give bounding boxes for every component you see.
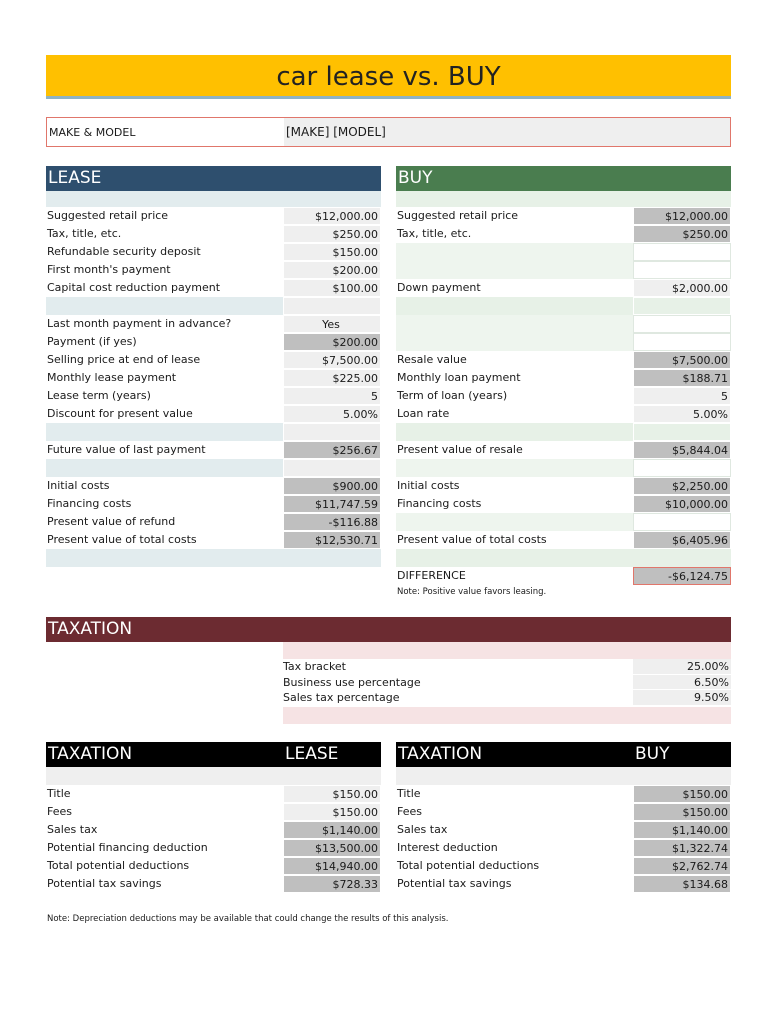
lease-header: LEASE (46, 166, 381, 191)
buy-initial-costs-cell: $2,250.00 (633, 477, 731, 495)
lease-retail-price-cell[interactable]: $12,000.00 (283, 207, 381, 225)
table-row (46, 279, 381, 297)
row-label: Total potential deductions (397, 859, 540, 872)
row-label: Potential financing deduction (47, 841, 208, 854)
table-row (283, 675, 731, 691)
band-row (46, 549, 381, 567)
table-row (46, 531, 381, 549)
band-row (46, 459, 381, 477)
row-label: Payment (if yes) (47, 335, 137, 348)
row-label: Tax, title, etc. (47, 227, 122, 240)
tax-lease-total-deductions-cell: $14,940.00 (283, 857, 381, 875)
tax-lease-spacer (46, 767, 381, 785)
band-row (396, 297, 731, 315)
row-label: Tax, title, etc. (397, 227, 472, 240)
table-row (46, 405, 381, 423)
lease-initial-costs-cell: $900.00 (283, 477, 381, 495)
row-label: Financing costs (47, 497, 132, 510)
table-row (46, 315, 381, 333)
table-row (46, 821, 381, 839)
tax-buy-header-left: TAXATION (398, 744, 483, 764)
tax-buy-fees-cell: $150.00 (633, 803, 731, 821)
band-row (396, 459, 731, 477)
difference-note: Note: Positive value favors leasing. (397, 587, 547, 597)
tax-lease-savings-cell: $728.33 (283, 875, 381, 893)
lease-section (46, 166, 381, 567)
band-row (46, 297, 381, 315)
tax-lease-section (46, 742, 381, 893)
tax-lease-header-right: LEASE (285, 744, 339, 764)
lease-tax-title-cell[interactable]: $250.00 (283, 225, 381, 243)
buy-spacer (396, 191, 731, 207)
row-label: Capital cost reduction payment (47, 281, 221, 294)
row-label: Fees (397, 805, 422, 818)
sales-tax-pct-cell[interactable]: 9.50% (633, 690, 731, 706)
table-row (396, 387, 731, 405)
lease-pv-total-cell: $12,530.71 (283, 531, 381, 549)
table-row (283, 659, 731, 675)
make-model-input[interactable]: [MAKE] [MODEL] (284, 118, 730, 146)
table-row (396, 857, 731, 875)
row-label: Business use percentage (283, 675, 421, 689)
tax-buy-header-right: BUY (635, 744, 670, 764)
lease-cap-reduction-cell[interactable]: $100.00 (283, 279, 381, 297)
buy-monthly-loan-cell: $188.71 (633, 369, 731, 387)
buy-financing-costs-cell: $10,000.00 (633, 495, 731, 513)
band-row (396, 261, 731, 279)
difference-value: -$6,124.75 (633, 567, 731, 585)
row-label: Present value of resale (397, 443, 523, 456)
taxation-rows (283, 659, 731, 706)
lease-future-value-cell: $256.67 (283, 441, 381, 459)
row-label: Loan rate (397, 407, 450, 420)
row-label: Tax bracket (283, 660, 346, 673)
row-label: Sales tax (47, 823, 98, 836)
table-row (46, 785, 381, 803)
row-label: Monthly loan payment (397, 371, 521, 384)
table-row (396, 821, 731, 839)
row-label: Refundable security deposit (47, 245, 201, 258)
buy-header: BUY (396, 166, 731, 191)
lease-selling-price-cell[interactable]: $7,500.00 (283, 351, 381, 369)
band-row (396, 333, 731, 351)
business-use-cell[interactable]: 6.50% (633, 675, 731, 691)
row-label: Discount for present value (47, 407, 193, 420)
row-label: Suggested retail price (47, 209, 169, 222)
buy-section (396, 166, 731, 597)
buy-tax-title-cell: $250.00 (633, 225, 731, 243)
row-label: Present value of refund (47, 515, 176, 528)
lease-pv-refund-cell: -$116.88 (283, 513, 381, 531)
table-row (396, 441, 731, 459)
make-model-row (46, 117, 731, 147)
lease-last-month-select[interactable]: Yes (283, 315, 381, 333)
buy-retail-price-cell: $12,000.00 (633, 207, 731, 225)
table-row (396, 839, 731, 857)
tax-buy-total-deductions-cell: $2,762.74 (633, 857, 731, 875)
tax-buy-savings-cell: $134.68 (633, 875, 731, 893)
lease-discount-cell[interactable]: 5.00% (283, 405, 381, 423)
tax-buy-spacer (396, 767, 731, 785)
buy-down-payment-cell[interactable]: $2,000.00 (633, 279, 731, 297)
row-label: Present value of total costs (397, 533, 547, 546)
table-row (396, 405, 731, 423)
difference-label: DIFFERENCE (397, 569, 466, 582)
row-label: Potential tax savings (397, 877, 512, 890)
table-row (396, 207, 731, 225)
table-row (396, 785, 731, 803)
row-label: First month's payment (47, 263, 171, 276)
row-label: Monthly lease payment (47, 371, 177, 384)
tax-bracket-cell[interactable]: 25.00% (633, 659, 731, 675)
row-label: Suggested retail price (397, 209, 519, 222)
taxation-band-top (283, 642, 731, 659)
lease-spacer (46, 191, 381, 207)
row-label: Future value of last payment (47, 443, 206, 456)
row-label: Fees (47, 805, 72, 818)
row-label: Down payment (397, 281, 481, 294)
lease-monthly-payment-cell[interactable]: $225.00 (283, 369, 381, 387)
row-label: Sales tax (397, 823, 448, 836)
table-row (46, 513, 381, 531)
table-row (396, 279, 731, 297)
tax-lease-fees-cell[interactable]: $150.00 (283, 803, 381, 821)
band-row (396, 243, 731, 261)
buy-resale-value-cell: $7,500.00 (633, 351, 731, 369)
row-label: Sales tax percentage (283, 691, 400, 704)
row-label: Initial costs (47, 479, 110, 492)
table-row (396, 351, 731, 369)
lease-deposit-cell[interactable]: $150.00 (283, 243, 381, 261)
table-row (46, 875, 381, 893)
row-label: Financing costs (397, 497, 482, 510)
table-row (46, 857, 381, 875)
band-row (396, 423, 731, 441)
tax-lease-header (46, 742, 381, 767)
tax-lease-title-cell[interactable]: $150.00 (283, 785, 381, 803)
table-row (46, 333, 381, 351)
table-row (396, 803, 731, 821)
table-row (46, 225, 381, 243)
row-label: Term of loan (years) (397, 389, 508, 402)
table-row (46, 495, 381, 513)
table-row (46, 387, 381, 405)
table-row (46, 441, 381, 459)
row-label: Interest deduction (397, 841, 498, 854)
band-row (396, 549, 731, 567)
table-row (283, 690, 731, 706)
band-row (396, 513, 731, 531)
table-row (396, 875, 731, 893)
row-label: Present value of total costs (47, 533, 197, 546)
make-model-label: MAKE & MODEL (47, 118, 284, 146)
table-row (396, 225, 731, 243)
lease-first-payment-cell[interactable]: $200.00 (283, 261, 381, 279)
row-label: Title (397, 787, 421, 800)
table-row (46, 477, 381, 495)
footer-note: Note: Depreciation deductions may be available that could change the results of this analysis. (47, 914, 449, 924)
tax-buy-header (396, 742, 731, 767)
difference-row (396, 567, 731, 585)
taxation-header: TAXATION (46, 617, 731, 642)
table-row (46, 839, 381, 857)
table-row (46, 803, 381, 821)
row-label: Lease term (years) (47, 389, 151, 402)
tax-buy-title-cell: $150.00 (633, 785, 731, 803)
tax-lease-header-left: TAXATION (48, 744, 133, 764)
lease-financing-costs-cell: $11,747.59 (283, 495, 381, 513)
lease-payment-if-yes-cell: $200.00 (283, 333, 381, 351)
band-row (396, 315, 731, 333)
table-row (46, 369, 381, 387)
tax-buy-section (396, 742, 731, 893)
table-row (396, 477, 731, 495)
tax-lease-financing-deduction-cell: $13,500.00 (283, 839, 381, 857)
row-label: Title (47, 787, 71, 800)
row-label: Resale value (397, 353, 467, 366)
table-row (396, 531, 731, 549)
table-row (396, 369, 731, 387)
row-label: Total potential deductions (47, 859, 190, 872)
lease-term-cell[interactable]: 5 (283, 387, 381, 405)
buy-pv-total-cell: $6,405.96 (633, 531, 731, 549)
table-row (396, 495, 731, 513)
table-row (46, 261, 381, 279)
buy-loan-rate-cell[interactable]: 5.00% (633, 405, 731, 423)
buy-term-cell[interactable]: 5 (633, 387, 731, 405)
band-row (46, 423, 381, 441)
row-label: Initial costs (397, 479, 460, 492)
row-label: Potential tax savings (47, 877, 162, 890)
row-label: Last month payment in advance? (47, 317, 232, 330)
table-row (46, 243, 381, 261)
table-row (46, 351, 381, 369)
table-row (46, 207, 381, 225)
taxation-band-bottom (283, 707, 731, 724)
page-title: car lease vs. BUY (46, 55, 731, 99)
tax-buy-interest-deduction-cell: $1,322.74 (633, 839, 731, 857)
tax-buy-sales-tax-cell: $1,140.00 (633, 821, 731, 839)
tax-lease-sales-tax-cell: $1,140.00 (283, 821, 381, 839)
row-label: Selling price at end of lease (47, 353, 201, 366)
buy-pv-resale-cell: $5,844.04 (633, 441, 731, 459)
